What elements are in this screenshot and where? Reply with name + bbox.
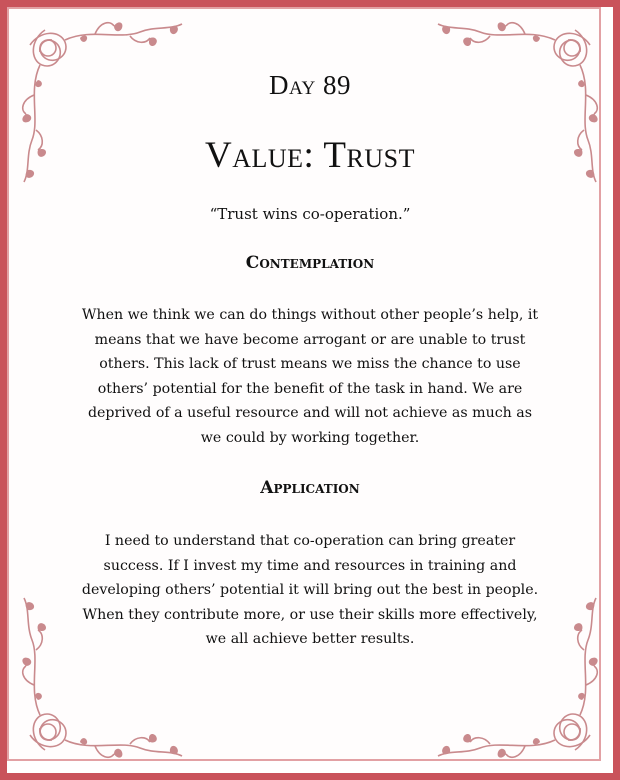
contemplation-text: When we think we can do things without other people’s help, it means that we have become arrogant or are unable to trust others. This lack of trust means we miss the chance to use others’ potential for the benefit of the task in hand. We are deprived of a useful resource and will not achieve as much as we could by working together. bbox=[81, 307, 539, 446]
day-title: Day 89 bbox=[269, 70, 351, 100]
value-quote: “Trust wins co-operation.” bbox=[209, 205, 411, 223]
contemplation-heading: Contemplation bbox=[245, 253, 375, 273]
application-text: I need to understand that co-operation can bring greater success. If I invest my time and resources in training and developing others’ potential it will bring out the best in people. When they contribute more, or use their skills more effectively, we all achieve better results. bbox=[81, 533, 539, 647]
application-heading: Application bbox=[260, 478, 360, 498]
value-title: Value: Trust bbox=[205, 135, 415, 176]
